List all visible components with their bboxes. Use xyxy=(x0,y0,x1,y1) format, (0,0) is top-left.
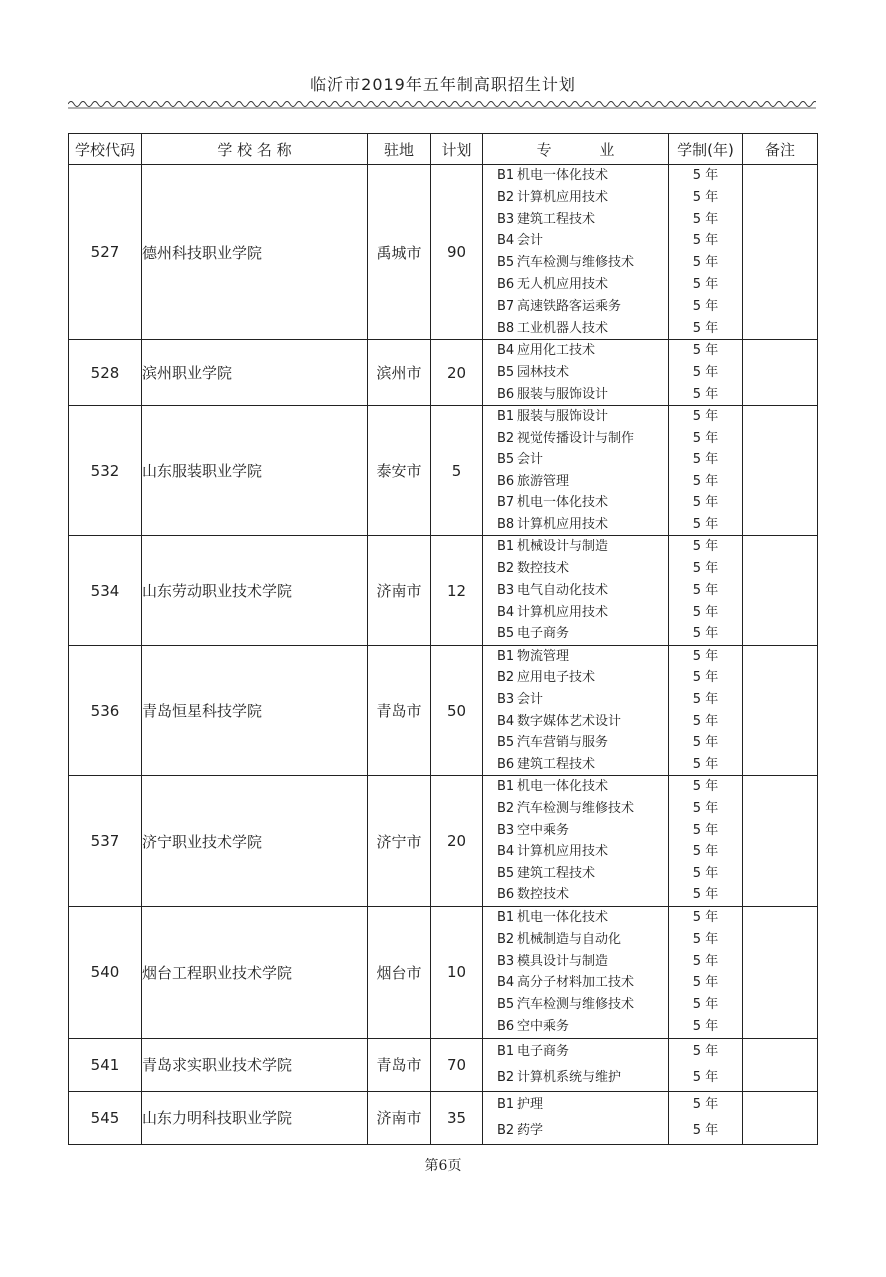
school-plan-count: 10 xyxy=(431,907,483,1039)
major-item xyxy=(483,623,668,645)
major-name: 建筑工程技术 xyxy=(517,865,596,881)
decorative-wave-divider xyxy=(68,98,816,110)
table-row xyxy=(69,165,818,340)
school-plan-count: 70 xyxy=(431,1038,483,1091)
major-name: 会计 xyxy=(517,233,544,249)
major-duration: 5 年 xyxy=(692,561,719,577)
major-name: 服装与服饰设计 xyxy=(517,386,609,402)
major-code: B5 xyxy=(497,452,515,468)
major-item xyxy=(483,209,668,231)
major-code: B1 xyxy=(497,910,515,925)
major-name: 计算机系统与维护 xyxy=(517,1069,622,1085)
school-plan-count: 12 xyxy=(431,536,483,645)
major-name: 会计 xyxy=(517,692,544,708)
major-item xyxy=(483,951,668,973)
major-name: 建筑工程技术 xyxy=(517,756,596,772)
major-code: B5 xyxy=(497,865,515,881)
school-name: 烟台工程职业技术学院 xyxy=(142,907,368,1039)
major-item xyxy=(483,1065,668,1091)
school-remark xyxy=(743,645,818,776)
major-duration: 5 年 xyxy=(692,1122,719,1138)
major-item xyxy=(483,580,668,602)
major-item xyxy=(483,884,668,906)
table-row xyxy=(69,406,818,536)
school-name: 济宁职业技术学院 xyxy=(142,776,368,907)
major-code: B3 xyxy=(497,953,515,969)
major-item xyxy=(483,318,668,340)
table-row xyxy=(69,645,818,776)
major-code: B3 xyxy=(497,582,515,598)
major-duration: 5 年 xyxy=(692,582,719,598)
major-item xyxy=(483,863,668,885)
title-year: 2019 xyxy=(361,75,406,94)
major-duration: 5 年 xyxy=(692,779,719,795)
major-name: 计算机应用技术 xyxy=(517,516,609,532)
major-list xyxy=(483,645,669,776)
major-code: B4 xyxy=(497,975,515,991)
major-duration: 5 年 xyxy=(692,1096,719,1112)
school-remark xyxy=(743,907,818,1039)
major-list xyxy=(483,340,669,406)
major-duration: 5 年 xyxy=(692,516,719,532)
major-name: 会计 xyxy=(517,452,544,468)
major-duration: 5 年 xyxy=(692,298,719,314)
major-item xyxy=(483,646,668,668)
school-remark xyxy=(743,340,818,406)
school-remark xyxy=(743,406,818,536)
major-code: B1 xyxy=(497,409,515,425)
major-duration: 5 年 xyxy=(692,409,719,425)
major-name: 数控技术 xyxy=(517,561,570,577)
major-duration: 5 年 xyxy=(692,365,719,381)
major-code: B4 xyxy=(497,343,515,359)
major-duration: 5 年 xyxy=(692,473,719,489)
major-name: 机电一体化技术 xyxy=(517,495,609,511)
table-row xyxy=(69,1038,818,1091)
major-duration: 5 年 xyxy=(692,887,719,903)
major-item xyxy=(483,798,668,820)
major-name: 视觉传播设计与制作 xyxy=(517,430,635,446)
school-code: 537 xyxy=(69,776,142,907)
major-duration: 5 年 xyxy=(692,539,719,555)
major-list xyxy=(483,1038,669,1091)
major-item xyxy=(483,754,668,776)
major-code: B4 xyxy=(497,844,515,860)
major-code: B2 xyxy=(497,670,515,686)
table-body xyxy=(69,165,818,1145)
major-name: 汽车检测与维修技术 xyxy=(517,997,635,1013)
school-remark xyxy=(743,1038,818,1091)
header-school-name: 学 校 名 称 xyxy=(142,134,368,165)
major-name: 旅游管理 xyxy=(517,473,570,489)
major-name: 模具设计与制造 xyxy=(517,953,609,969)
major-code: B5 xyxy=(497,735,515,751)
major-code: B3 xyxy=(497,211,515,227)
school-code: 541 xyxy=(69,1038,142,1091)
major-name: 应用化工技术 xyxy=(517,343,596,359)
school-plan-count: 20 xyxy=(431,776,483,907)
title-prefix: 临沂市 xyxy=(310,75,362,94)
table-header-row xyxy=(69,134,818,165)
major-duration: 5 年 xyxy=(692,844,719,860)
major-item xyxy=(483,274,668,296)
school-name: 滨州职业学院 xyxy=(142,340,368,406)
enrollment-plan-table xyxy=(68,133,818,1145)
major-name: 计算机应用技术 xyxy=(517,844,609,860)
major-code: B6 xyxy=(497,386,515,402)
school-plan-count: 50 xyxy=(431,645,483,776)
header-location: 驻地 xyxy=(368,134,431,165)
table-row xyxy=(69,776,818,907)
major-item xyxy=(483,187,668,209)
major-name: 空中乘务 xyxy=(517,1018,570,1034)
major-code: B1 xyxy=(497,1096,515,1112)
major-item xyxy=(483,841,668,863)
major-name: 电子商务 xyxy=(517,626,570,642)
duration-list xyxy=(669,1038,743,1091)
major-duration: 5 年 xyxy=(692,975,719,991)
major-list xyxy=(483,907,669,1039)
major-code: B4 xyxy=(497,604,515,620)
table-row xyxy=(69,907,818,1039)
school-code: 540 xyxy=(69,907,142,1039)
table-row xyxy=(69,1091,818,1144)
major-code: B6 xyxy=(497,473,515,489)
major-item xyxy=(483,492,668,514)
major-name: 机械设计与制造 xyxy=(517,539,609,555)
major-code: B6 xyxy=(497,1018,515,1034)
major-duration: 5 年 xyxy=(692,735,719,751)
major-duration: 5 年 xyxy=(692,756,719,772)
document-title xyxy=(0,72,886,95)
school-location: 青岛市 xyxy=(368,1038,431,1091)
duration-list xyxy=(669,645,743,776)
major-name: 园林技术 xyxy=(517,365,570,381)
major-name: 数字媒体艺术设计 xyxy=(517,713,622,729)
major-code: B2 xyxy=(497,931,515,947)
major-name: 汽车检测与维修技术 xyxy=(517,801,635,817)
major-item xyxy=(483,536,668,558)
major-code: B2 xyxy=(497,801,515,817)
major-code: B2 xyxy=(497,430,515,446)
major-list xyxy=(483,165,669,340)
major-item xyxy=(483,340,668,362)
school-location: 济南市 xyxy=(368,536,431,645)
major-duration: 5 年 xyxy=(692,648,719,664)
table-row xyxy=(69,536,818,645)
major-item xyxy=(483,602,668,624)
major-name: 建筑工程技术 xyxy=(517,211,596,227)
title-suffix: 年五年制高职招生计划 xyxy=(405,75,576,94)
major-code: B2 xyxy=(497,189,515,205)
major-duration: 5 年 xyxy=(692,604,719,620)
school-code: 532 xyxy=(69,406,142,536)
major-name: 机电一体化技术 xyxy=(517,910,609,925)
major-duration: 5 年 xyxy=(692,713,719,729)
major-item xyxy=(483,929,668,951)
major-name: 机电一体化技术 xyxy=(517,779,609,795)
major-duration: 5 年 xyxy=(692,670,719,686)
major-list xyxy=(483,536,669,645)
major-code: B6 xyxy=(497,756,515,772)
major-item xyxy=(483,907,668,929)
school-plan-count: 90 xyxy=(431,165,483,340)
major-name: 物流管理 xyxy=(517,648,570,664)
school-name: 山东劳动职业技术学院 xyxy=(142,536,368,645)
school-plan-count: 20 xyxy=(431,340,483,406)
major-name: 空中乘务 xyxy=(517,822,570,838)
major-item xyxy=(483,362,668,384)
school-code: 527 xyxy=(69,165,142,340)
major-code: B2 xyxy=(497,1122,515,1138)
major-duration: 5 年 xyxy=(692,1069,719,1085)
major-code: B1 xyxy=(497,168,515,183)
major-duration: 5 年 xyxy=(692,430,719,446)
major-name: 药学 xyxy=(517,1122,544,1138)
header-duration: 学制(年) xyxy=(669,134,743,165)
major-item xyxy=(483,711,668,733)
major-item xyxy=(483,1092,668,1118)
duration-list xyxy=(669,907,743,1039)
major-code: B1 xyxy=(497,648,515,664)
major-code: B2 xyxy=(497,561,515,577)
major-duration: 5 年 xyxy=(692,168,719,183)
major-item xyxy=(483,514,668,536)
school-remark xyxy=(743,536,818,645)
major-list xyxy=(483,1091,669,1144)
major-name: 数控技术 xyxy=(517,887,570,903)
school-name: 德州科技职业学院 xyxy=(142,165,368,340)
table-row xyxy=(69,340,818,406)
major-code: B8 xyxy=(497,516,515,532)
major-duration: 5 年 xyxy=(692,276,719,292)
duration-list xyxy=(669,1091,743,1144)
major-name: 工业机器人技术 xyxy=(517,320,609,336)
major-name: 计算机应用技术 xyxy=(517,604,609,620)
major-name: 电子商务 xyxy=(517,1043,570,1059)
major-duration: 5 年 xyxy=(692,822,719,838)
school-location: 济宁市 xyxy=(368,776,431,907)
school-location: 滨州市 xyxy=(368,340,431,406)
major-name: 应用电子技术 xyxy=(517,670,596,686)
major-code: B4 xyxy=(497,713,515,729)
school-name: 山东服装职业学院 xyxy=(142,406,368,536)
major-duration: 5 年 xyxy=(692,953,719,969)
major-item xyxy=(483,428,668,450)
major-item xyxy=(483,471,668,493)
major-duration: 5 年 xyxy=(692,1018,719,1034)
school-name: 青岛恒星科技学院 xyxy=(142,645,368,776)
major-code: B4 xyxy=(497,233,515,249)
major-code: B1 xyxy=(497,539,515,555)
major-code: B3 xyxy=(497,692,515,708)
duration-list xyxy=(669,165,743,340)
major-duration: 5 年 xyxy=(692,910,719,925)
duration-list xyxy=(669,340,743,406)
major-item xyxy=(483,165,668,187)
major-duration: 5 年 xyxy=(692,233,719,249)
major-item xyxy=(483,776,668,798)
major-name: 机械制造与自动化 xyxy=(517,931,622,947)
major-name: 电气自动化技术 xyxy=(517,582,609,598)
major-code: B5 xyxy=(497,626,515,642)
header-plan: 计划 xyxy=(431,134,483,165)
major-code: B1 xyxy=(497,779,515,795)
major-name: 计算机应用技术 xyxy=(517,189,609,205)
duration-list xyxy=(669,536,743,645)
major-code: B2 xyxy=(497,1069,515,1085)
major-item xyxy=(483,994,668,1016)
major-code: B5 xyxy=(497,365,515,381)
major-item xyxy=(483,1016,668,1038)
major-item xyxy=(483,230,668,252)
major-duration: 5 年 xyxy=(692,452,719,468)
duration-list xyxy=(669,776,743,907)
major-code: B5 xyxy=(497,997,515,1013)
major-duration: 5 年 xyxy=(692,343,719,359)
school-location: 青岛市 xyxy=(368,645,431,776)
school-code: 534 xyxy=(69,536,142,645)
major-item xyxy=(483,689,668,711)
major-duration: 5 年 xyxy=(692,386,719,402)
major-code: B7 xyxy=(497,298,515,314)
major-item xyxy=(483,384,668,406)
major-duration: 5 年 xyxy=(692,865,719,881)
major-duration: 5 年 xyxy=(692,320,719,336)
header-major: 专 业 xyxy=(483,134,669,165)
major-name: 无人机应用技术 xyxy=(517,276,609,292)
header-school-code: 学校代码 xyxy=(69,134,142,165)
school-code: 528 xyxy=(69,340,142,406)
major-duration: 5 年 xyxy=(692,495,719,511)
major-item xyxy=(483,406,668,428)
major-code: B6 xyxy=(497,887,515,903)
school-code: 536 xyxy=(69,645,142,776)
school-remark xyxy=(743,1091,818,1144)
header-remark: 备注 xyxy=(743,134,818,165)
major-item xyxy=(483,449,668,471)
major-code: B6 xyxy=(497,276,515,292)
major-name: 服装与服饰设计 xyxy=(517,409,609,425)
major-item xyxy=(483,732,668,754)
major-name: 汽车营销与服务 xyxy=(517,735,609,751)
major-duration: 5 年 xyxy=(692,1043,719,1059)
major-duration: 5 年 xyxy=(692,626,719,642)
major-code: B7 xyxy=(497,495,515,511)
major-duration: 5 年 xyxy=(692,692,719,708)
school-name: 山东力明科技职业学院 xyxy=(142,1091,368,1144)
major-name: 护理 xyxy=(517,1096,544,1112)
major-item xyxy=(483,820,668,842)
school-location: 泰安市 xyxy=(368,406,431,536)
major-code: B5 xyxy=(497,255,515,271)
major-item xyxy=(483,667,668,689)
major-item xyxy=(483,252,668,274)
school-remark xyxy=(743,165,818,340)
major-item xyxy=(483,296,668,318)
school-location: 济南市 xyxy=(368,1091,431,1144)
major-code: B3 xyxy=(497,822,515,838)
major-list xyxy=(483,406,669,536)
major-code: B1 xyxy=(497,1043,515,1059)
school-plan-count: 5 xyxy=(431,406,483,536)
major-code: B8 xyxy=(497,320,515,336)
duration-list xyxy=(669,406,743,536)
major-duration: 5 年 xyxy=(692,189,719,205)
major-item xyxy=(483,558,668,580)
school-plan-count: 35 xyxy=(431,1091,483,1144)
major-item xyxy=(483,972,668,994)
major-duration: 5 年 xyxy=(692,211,719,227)
major-name: 高分子材料加工技术 xyxy=(517,975,635,991)
major-item xyxy=(483,1118,668,1144)
major-item xyxy=(483,1039,668,1065)
school-location: 烟台市 xyxy=(368,907,431,1039)
major-name: 汽车检测与维修技术 xyxy=(517,255,635,271)
school-name: 青岛求实职业技术学院 xyxy=(142,1038,368,1091)
school-code: 545 xyxy=(69,1091,142,1144)
page-number: 第6页 xyxy=(424,1158,462,1174)
school-remark xyxy=(743,776,818,907)
major-duration: 5 年 xyxy=(692,997,719,1013)
school-location: 禹城市 xyxy=(368,165,431,340)
major-list xyxy=(483,776,669,907)
major-name: 高速铁路客运乘务 xyxy=(517,298,622,314)
major-duration: 5 年 xyxy=(692,255,719,271)
major-name: 机电一体化技术 xyxy=(517,168,609,183)
major-duration: 5 年 xyxy=(692,931,719,947)
major-duration: 5 年 xyxy=(692,801,719,817)
